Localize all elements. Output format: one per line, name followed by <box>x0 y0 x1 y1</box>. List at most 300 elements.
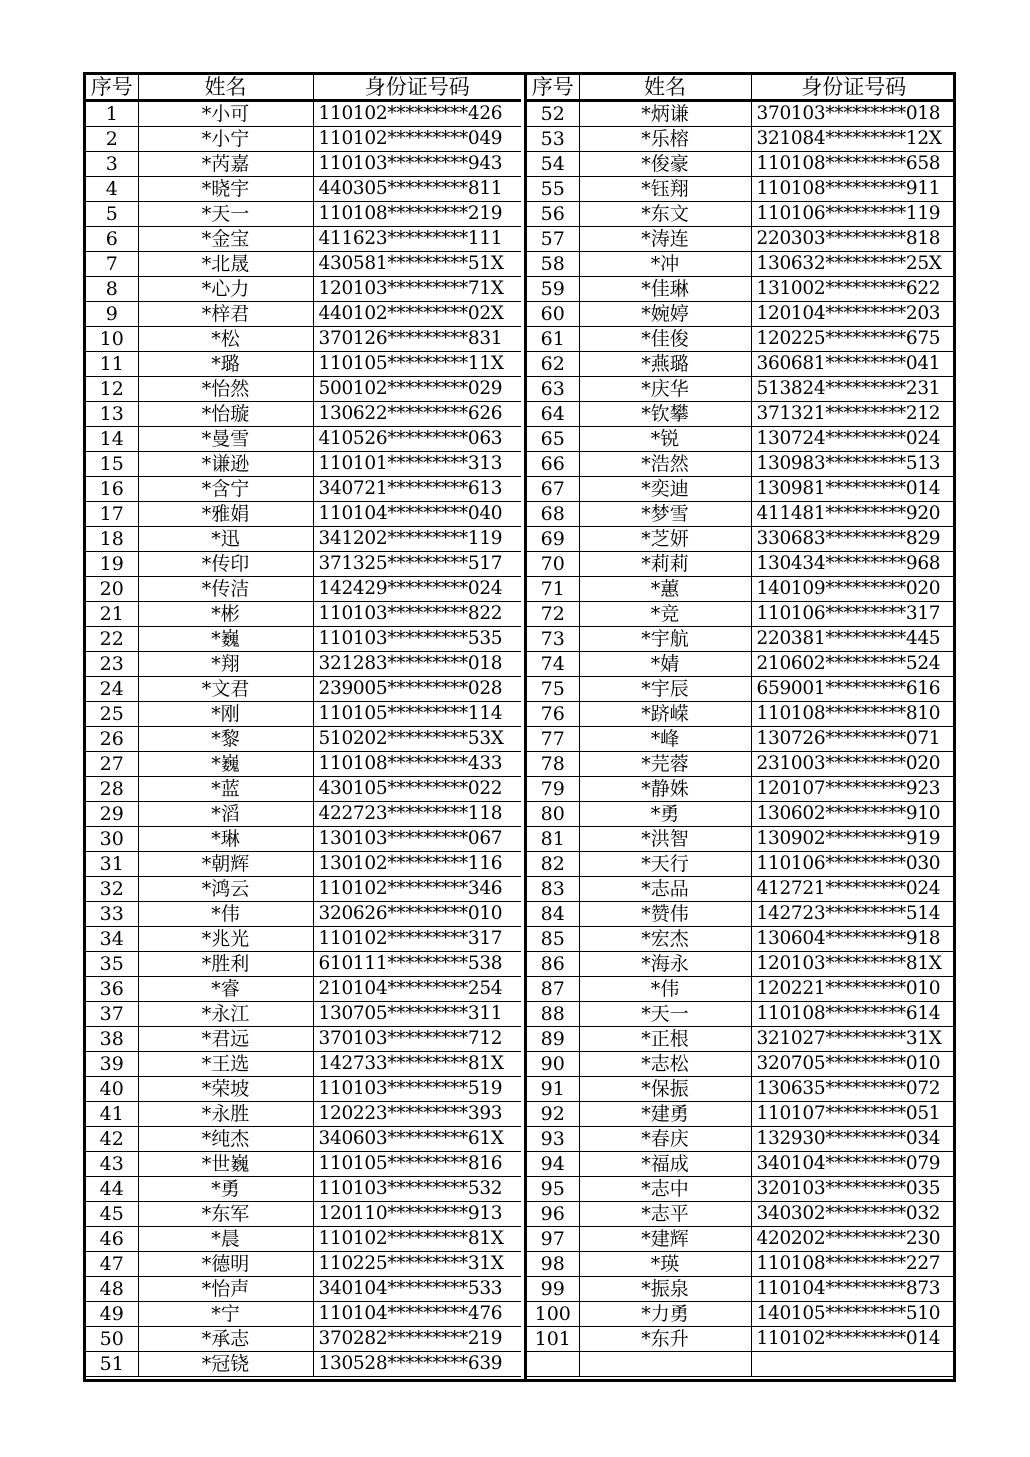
row-seq-cell: 46 <box>86 1227 138 1252</box>
table-row <box>527 902 956 927</box>
row-seq-cell: 31 <box>86 852 138 877</box>
row-seq-cell: 45 <box>86 1202 138 1227</box>
row-name-cell: *德明 <box>138 1252 313 1277</box>
row-name-cell: *传洁 <box>138 577 313 602</box>
table-row <box>527 1277 956 1302</box>
row-id-cell: 320103*********035 <box>751 1177 956 1202</box>
table-row <box>527 202 956 227</box>
row-id-cell: 140109*********020 <box>751 577 956 602</box>
row-seq-cell: 78 <box>527 752 579 777</box>
row-id-cell: 340603*********61X <box>313 1127 521 1152</box>
row-seq-cell: 81 <box>527 827 579 852</box>
row-id-cell: 130103*********067 <box>313 827 521 852</box>
row-id-cell: 110108*********219 <box>313 202 521 227</box>
row-name-cell: *天一 <box>138 202 313 227</box>
roster-sheet <box>83 72 956 1382</box>
row-seq-cell: 19 <box>86 552 138 577</box>
row-name-cell: *东文 <box>579 202 751 227</box>
row-name-cell: *滔 <box>138 802 313 827</box>
row-name-cell: *兆光 <box>138 927 313 952</box>
row-seq-cell: 98 <box>527 1252 579 1277</box>
table-row <box>86 577 521 602</box>
table-row <box>86 352 521 377</box>
row-name-cell: *文君 <box>138 677 313 702</box>
row-seq-cell: 57 <box>527 227 579 252</box>
table-row <box>527 727 956 752</box>
row-seq-cell: 12 <box>86 377 138 402</box>
row-id-cell: 110103*********532 <box>313 1177 521 1202</box>
row-name-cell: *勇 <box>138 1177 313 1202</box>
row-seq-cell: 50 <box>86 1327 138 1352</box>
row-seq-cell: 91 <box>527 1077 579 1102</box>
row-id-cell: 341202*********119 <box>313 527 521 552</box>
row-seq-cell: 47 <box>86 1252 138 1277</box>
table-row <box>527 527 956 552</box>
table-row <box>527 602 956 627</box>
row-id-cell: 120103*********81X <box>751 952 956 977</box>
row-id-cell: 210602*********524 <box>751 652 956 677</box>
row-id-cell: 130726*********071 <box>751 727 956 752</box>
row-id-cell: 340721*********613 <box>313 477 521 502</box>
row-id-cell: 430105*********022 <box>313 777 521 802</box>
row-name-cell: *冠铙 <box>138 1352 313 1377</box>
table-row <box>527 302 956 327</box>
table-row <box>527 977 956 1002</box>
row-seq-cell: 9 <box>86 302 138 327</box>
row-seq-cell: 68 <box>527 502 579 527</box>
row-name-cell: *炳谦 <box>579 101 751 127</box>
row-seq-cell: 17 <box>86 502 138 527</box>
row-seq-cell: 51 <box>86 1352 138 1377</box>
table-row <box>527 1152 956 1177</box>
row-id-cell: 110106*********317 <box>751 602 956 627</box>
row-seq-cell: 33 <box>86 902 138 927</box>
table-row <box>527 852 956 877</box>
table-row <box>86 327 521 352</box>
row-id-cell: 239005*********028 <box>313 677 521 702</box>
row-name-cell: *纯杰 <box>138 1127 313 1152</box>
row-id-cell: 130981*********014 <box>751 477 956 502</box>
row-id-cell: 110103*********822 <box>313 602 521 627</box>
row-id-cell: 321084*********12X <box>751 127 956 152</box>
table-row <box>527 777 956 802</box>
row-id-cell: 321027*********31X <box>751 1027 956 1052</box>
header-seq: 序号 <box>86 75 138 101</box>
row-seq-cell: 70 <box>527 552 579 577</box>
table-row <box>86 952 521 977</box>
header-id: 身份证号码 <box>751 75 956 101</box>
row-id-cell: 110102*********317 <box>313 927 521 952</box>
row-seq-cell: 3 <box>86 152 138 177</box>
row-name-cell: *翔 <box>138 652 313 677</box>
table-row <box>527 952 956 977</box>
row-seq-cell: 25 <box>86 702 138 727</box>
row-seq-cell: 67 <box>527 477 579 502</box>
header-name: 姓名 <box>138 75 313 101</box>
row-name-cell: *宇航 <box>579 627 751 652</box>
row-id-cell: 110102*********346 <box>313 877 521 902</box>
table-row <box>527 352 956 377</box>
row-seq-cell: 1 <box>86 101 138 127</box>
row-name-cell: *胜利 <box>138 952 313 977</box>
row-name-cell: *承志 <box>138 1327 313 1352</box>
row-name-cell: *婧 <box>579 652 751 677</box>
row-name-cell: *朝辉 <box>138 852 313 877</box>
row-name-cell: *海永 <box>579 952 751 977</box>
row-id-cell: 360681*********041 <box>751 352 956 377</box>
table-row <box>86 902 521 927</box>
row-id-cell: 110108*********810 <box>751 702 956 727</box>
row-id-cell: 110104*********040 <box>313 502 521 527</box>
table-row <box>86 1352 521 1377</box>
row-id-cell: 110105*********114 <box>313 702 521 727</box>
row-id-cell: 610111*********538 <box>313 952 521 977</box>
row-name-cell: *奕迪 <box>579 477 751 502</box>
table-row <box>86 1302 521 1327</box>
row-name-cell: *芮嘉 <box>138 152 313 177</box>
row-id-cell: 370103*********712 <box>313 1027 521 1052</box>
row-name-cell: *振泉 <box>579 1277 751 1302</box>
row-id-cell: 130632*********25X <box>751 252 956 277</box>
row-id-cell: 370126*********831 <box>313 327 521 352</box>
table-row <box>86 1027 521 1052</box>
row-seq-cell: 14 <box>86 427 138 452</box>
row-name-cell: *东军 <box>138 1202 313 1227</box>
row-seq-cell: 4 <box>86 177 138 202</box>
table-row <box>527 277 956 302</box>
row-id-cell: 220381*********445 <box>751 627 956 652</box>
row-name-cell: *梦雪 <box>579 502 751 527</box>
row-seq-cell: 44 <box>86 1177 138 1202</box>
row-seq-cell: 53 <box>527 127 579 152</box>
row-seq-cell: 52 <box>527 101 579 127</box>
row-id-cell: 231003*********020 <box>751 752 956 777</box>
row-name-cell: *燕璐 <box>579 352 751 377</box>
row-seq-cell: 41 <box>86 1102 138 1127</box>
row-name-cell: *冲 <box>579 252 751 277</box>
row-seq-cell: 36 <box>86 977 138 1002</box>
table-row <box>527 252 956 277</box>
row-seq-cell: 63 <box>527 377 579 402</box>
table-row <box>527 1352 956 1377</box>
row-name-cell: *东升 <box>579 1327 751 1352</box>
table-row <box>86 202 521 227</box>
table-row <box>86 277 521 302</box>
row-name-cell: *睿 <box>138 977 313 1002</box>
row-name-cell: *浩然 <box>579 452 751 477</box>
row-seq-cell: 61 <box>527 327 579 352</box>
left-table-panel <box>86 75 521 1379</box>
table-row <box>527 702 956 727</box>
table-row <box>527 402 956 427</box>
row-id-cell: 370103*********018 <box>751 101 956 127</box>
table-row <box>527 127 956 152</box>
row-seq-cell: 59 <box>527 277 579 302</box>
row-id-cell: 110101*********313 <box>313 452 521 477</box>
row-seq-cell: 77 <box>527 727 579 752</box>
row-id-cell: 120225*********675 <box>751 327 956 352</box>
row-id-cell: 130434*********968 <box>751 552 956 577</box>
row-seq-cell: 101 <box>527 1327 579 1352</box>
table-row <box>527 1252 956 1277</box>
table-row <box>527 552 956 577</box>
table-row <box>86 1252 521 1277</box>
header-row <box>527 75 956 101</box>
row-name-cell: *婉婷 <box>579 302 751 327</box>
table-row <box>86 677 521 702</box>
row-name-cell: *乐榕 <box>579 127 751 152</box>
row-seq-cell: 93 <box>527 1127 579 1152</box>
table-row <box>86 427 521 452</box>
row-id-cell: 220303*********818 <box>751 227 956 252</box>
table-row <box>86 402 521 427</box>
table-row <box>86 302 521 327</box>
row-seq-cell: 71 <box>527 577 579 602</box>
row-seq-cell: 89 <box>527 1027 579 1052</box>
row-seq-cell: 69 <box>527 527 579 552</box>
row-name-cell: *巍 <box>138 752 313 777</box>
row-name-cell: *怡声 <box>138 1277 313 1302</box>
row-id-cell: 330683*********829 <box>751 527 956 552</box>
row-seq-cell <box>527 1352 579 1377</box>
row-seq-cell: 73 <box>527 627 579 652</box>
row-name-cell: *芝妍 <box>579 527 751 552</box>
table-row <box>527 577 956 602</box>
row-seq-cell: 27 <box>86 752 138 777</box>
table-row <box>86 852 521 877</box>
row-id-cell: 130622*********626 <box>313 402 521 427</box>
table-row <box>527 227 956 252</box>
row-seq-cell: 84 <box>527 902 579 927</box>
table-row <box>86 527 521 552</box>
row-seq-cell: 85 <box>527 927 579 952</box>
row-seq-cell: 74 <box>527 652 579 677</box>
row-id-cell: 110102*********049 <box>313 127 521 152</box>
row-name-cell: *建辉 <box>579 1227 751 1252</box>
right-table <box>527 75 956 1377</box>
row-seq-cell: 21 <box>86 602 138 627</box>
row-name-cell: *王选 <box>138 1052 313 1077</box>
table-row <box>86 1277 521 1302</box>
row-name-cell: *勇 <box>579 802 751 827</box>
row-seq-cell: 24 <box>86 677 138 702</box>
row-seq-cell: 38 <box>86 1027 138 1052</box>
row-name-cell: *蓝 <box>138 777 313 802</box>
row-id-cell: 110106*********030 <box>751 852 956 877</box>
table-row <box>527 677 956 702</box>
row-id-cell: 130724*********024 <box>751 427 956 452</box>
table-row <box>86 502 521 527</box>
row-id-cell: 422723*********118 <box>313 802 521 827</box>
row-name-cell: *天行 <box>579 852 751 877</box>
row-id-cell: 110105*********816 <box>313 1152 521 1177</box>
row-name-cell: *建勇 <box>579 1102 751 1127</box>
row-seq-cell: 13 <box>86 402 138 427</box>
table-row <box>86 377 521 402</box>
table-row <box>527 752 956 777</box>
row-id-cell: 340104*********533 <box>313 1277 521 1302</box>
row-name-cell: *竞 <box>579 602 751 627</box>
row-id-cell: 110103*********943 <box>313 152 521 177</box>
row-name-cell: *赞伟 <box>579 902 751 927</box>
row-name-cell: *钰翔 <box>579 177 751 202</box>
row-name-cell: *保振 <box>579 1077 751 1102</box>
row-seq-cell: 10 <box>86 327 138 352</box>
row-id-cell: 142723*********514 <box>751 902 956 927</box>
row-seq-cell: 92 <box>527 1102 579 1127</box>
table-row <box>86 877 521 902</box>
row-id-cell: 110108*********911 <box>751 177 956 202</box>
row-name-cell: *志平 <box>579 1202 751 1227</box>
row-id-cell: 321283*********018 <box>313 652 521 677</box>
row-name-cell: *巍 <box>138 627 313 652</box>
row-name-cell: *宏杰 <box>579 927 751 952</box>
row-id-cell: 110108*********227 <box>751 1252 956 1277</box>
row-id-cell: 110104*********873 <box>751 1277 956 1302</box>
row-id-cell: 371325*********517 <box>313 552 521 577</box>
row-name-cell: *莉莉 <box>579 552 751 577</box>
table-row <box>527 1202 956 1227</box>
table-row <box>527 427 956 452</box>
row-id-cell: 411481*********920 <box>751 502 956 527</box>
row-id-cell: 110106*********119 <box>751 202 956 227</box>
table-row <box>86 1327 521 1352</box>
row-id-cell: 370282*********219 <box>313 1327 521 1352</box>
row-name-cell: *志松 <box>579 1052 751 1077</box>
row-name-cell: *鸿云 <box>138 877 313 902</box>
table-row <box>86 1127 521 1152</box>
table-row <box>86 727 521 752</box>
table-row <box>527 827 956 852</box>
row-name-cell: *永胜 <box>138 1102 313 1127</box>
row-seq-cell: 96 <box>527 1202 579 1227</box>
row-seq-cell: 29 <box>86 802 138 827</box>
row-seq-cell: 42 <box>86 1127 138 1152</box>
row-id-cell: 120221*********010 <box>751 977 956 1002</box>
row-id-cell: 130902*********919 <box>751 827 956 852</box>
table-row <box>527 1127 956 1152</box>
table-row <box>86 101 521 127</box>
row-seq-cell: 58 <box>527 252 579 277</box>
row-name-cell: *蕙 <box>579 577 751 602</box>
row-name-cell: *福成 <box>579 1152 751 1177</box>
row-id-cell: 130635*********072 <box>751 1077 956 1102</box>
row-name-cell: *琳 <box>138 827 313 852</box>
row-id-cell: 510202*********53X <box>313 727 521 752</box>
row-name-cell: *晨 <box>138 1227 313 1252</box>
table-row <box>86 1202 521 1227</box>
table-row <box>86 702 521 727</box>
left-table-body <box>86 101 521 1377</box>
table-row <box>86 452 521 477</box>
table-row <box>86 1102 521 1127</box>
row-id-cell: 130528*********639 <box>313 1352 521 1377</box>
row-id-cell: 110108*********433 <box>313 752 521 777</box>
table-row <box>527 1027 956 1052</box>
table-row <box>527 177 956 202</box>
row-id-cell: 120103*********71X <box>313 277 521 302</box>
row-id-cell: 130102*********116 <box>313 852 521 877</box>
row-name-cell: *静姝 <box>579 777 751 802</box>
row-name-cell: *世巍 <box>138 1152 313 1177</box>
row-id-cell: 210104*********254 <box>313 977 521 1002</box>
table-row <box>86 977 521 1002</box>
row-name-cell: *荣坡 <box>138 1077 313 1102</box>
row-seq-cell: 18 <box>86 527 138 552</box>
row-id-cell: 110103*********519 <box>313 1077 521 1102</box>
table-row <box>527 1302 956 1327</box>
row-seq-cell: 100 <box>527 1302 579 1327</box>
row-id-cell: 513824*********231 <box>751 377 956 402</box>
table-row <box>86 552 521 577</box>
table-row <box>86 652 521 677</box>
row-seq-cell: 66 <box>527 452 579 477</box>
row-id-cell: 120110*********913 <box>313 1202 521 1227</box>
row-seq-cell: 15 <box>86 452 138 477</box>
row-id-cell: 130602*********910 <box>751 802 956 827</box>
row-seq-cell: 82 <box>527 852 579 877</box>
table-row <box>86 252 521 277</box>
row-seq-cell: 90 <box>527 1052 579 1077</box>
row-name-cell: *俊豪 <box>579 152 751 177</box>
table-row <box>86 1002 521 1027</box>
row-seq-cell: 80 <box>527 802 579 827</box>
row-id-cell: 410526*********063 <box>313 427 521 452</box>
row-id-cell: 110105*********11X <box>313 352 521 377</box>
table-row <box>527 477 956 502</box>
table-row <box>86 802 521 827</box>
table-row <box>527 101 956 127</box>
row-seq-cell: 2 <box>86 127 138 152</box>
row-seq-cell: 60 <box>527 302 579 327</box>
row-id-cell: 500102*********029 <box>313 377 521 402</box>
row-id-cell: 320705*********010 <box>751 1052 956 1077</box>
row-name-cell: *金宝 <box>138 227 313 252</box>
row-seq-cell: 83 <box>527 877 579 902</box>
row-name-cell: *北晟 <box>138 252 313 277</box>
row-id-cell: 110102*********426 <box>313 101 521 127</box>
row-name-cell: *梓君 <box>138 302 313 327</box>
table-row <box>527 452 956 477</box>
row-seq-cell: 97 <box>527 1227 579 1252</box>
row-seq-cell: 23 <box>86 652 138 677</box>
table-row <box>527 152 956 177</box>
row-id-cell: 130983*********513 <box>751 452 956 477</box>
row-seq-cell: 72 <box>527 602 579 627</box>
table-row <box>527 1327 956 1352</box>
table-row <box>86 627 521 652</box>
row-id-cell: 371321*********212 <box>751 402 956 427</box>
row-name-cell: *正根 <box>579 1027 751 1052</box>
row-name-cell: *怡然 <box>138 377 313 402</box>
row-name-cell: *君远 <box>138 1027 313 1052</box>
row-id-cell: 130604*********918 <box>751 927 956 952</box>
row-seq-cell: 5 <box>86 202 138 227</box>
row-name-cell: *小宁 <box>138 127 313 152</box>
table-row <box>86 477 521 502</box>
row-id-cell: 110103*********535 <box>313 627 521 652</box>
table-row <box>86 1077 521 1102</box>
row-id-cell: 140105*********510 <box>751 1302 956 1327</box>
row-name-cell: *宇辰 <box>579 677 751 702</box>
row-seq-cell: 20 <box>86 577 138 602</box>
row-id-cell: 411623*********111 <box>313 227 521 252</box>
row-seq-cell: 26 <box>86 727 138 752</box>
table-row <box>86 927 521 952</box>
table-row <box>527 652 956 677</box>
right-table-body <box>527 101 956 1377</box>
row-seq-cell: 49 <box>86 1302 138 1327</box>
